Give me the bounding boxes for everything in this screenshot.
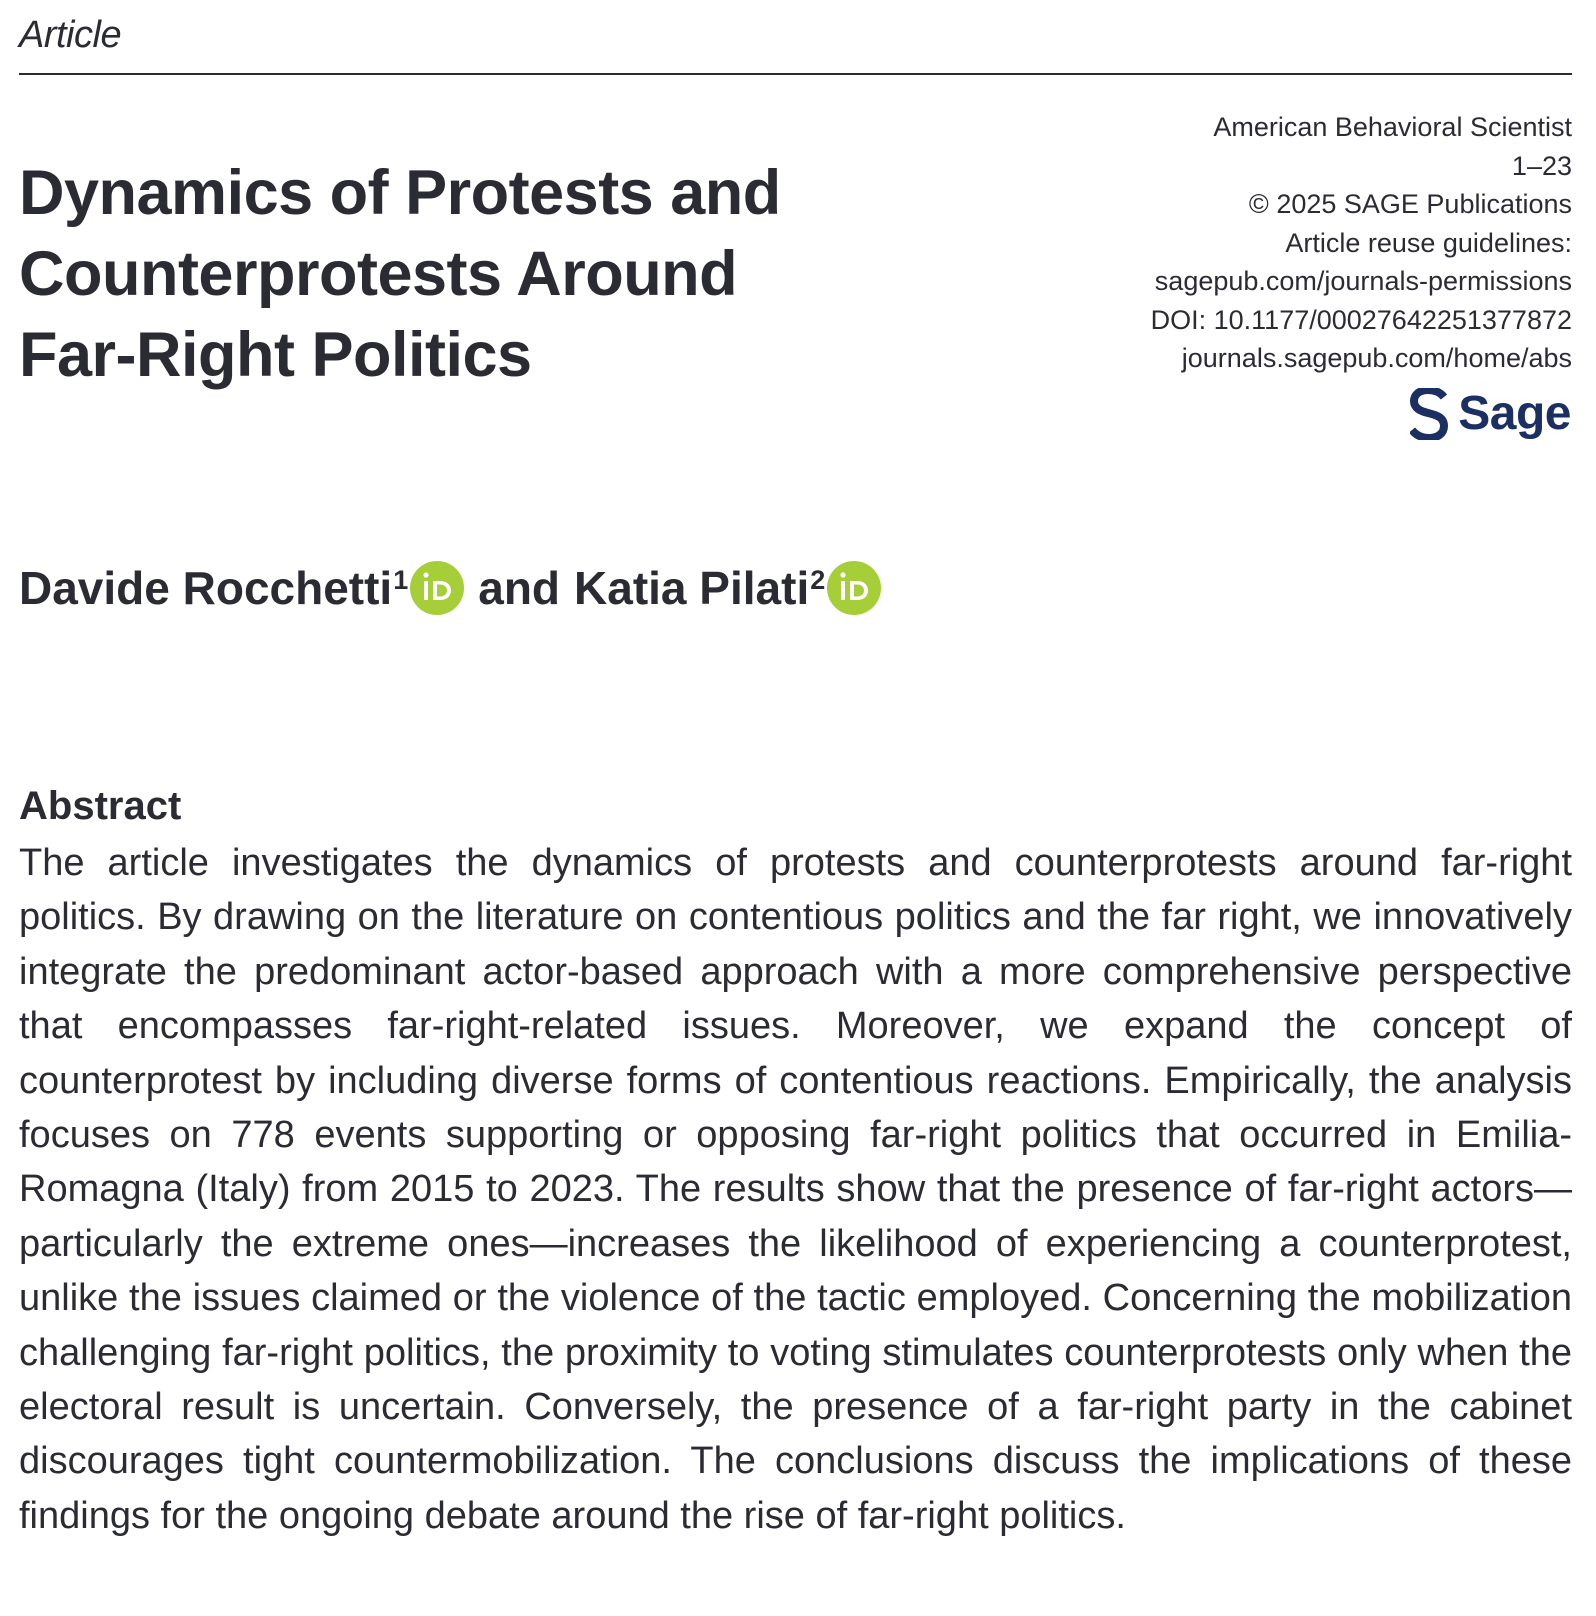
reuse-label: Article reuse guidelines: (1285, 227, 1572, 258)
article-title (19, 153, 1019, 396)
orcid-icon[interactable] (410, 561, 464, 615)
author-connector: and (478, 562, 561, 614)
sage-s-icon (1410, 388, 1450, 440)
sage-logo (1410, 386, 1571, 442)
journal-name: American Behavioral Scientist (1213, 112, 1572, 142)
article-type-label: Article (19, 14, 122, 56)
author-1-name: Davide Rocchetti (19, 562, 393, 614)
orcid-icon[interactable] (827, 561, 881, 615)
title-line-2: Counterprotests Around (19, 239, 738, 309)
journal-meta (1012, 108, 1572, 378)
sage-logo-text: Sage (1458, 387, 1571, 440)
author-2-name: Katia Pilati (574, 562, 810, 614)
permissions-link[interactable]: sagepub.com/journals-permissions (1154, 266, 1572, 296)
abstract-text: The article investigates the dynamics of protests and counterprotests around far-right politics. By drawing on the literature on contentious politics and the far right, we innovatively integrate the predominant actor-based approach with a more comprehensive perspective that encompasses far-right-related issues. Moreover, we expand the concept of counterprotest by including diverse forms of contentious reactions. Empirically, the analysis focuses on 778 events supporting or opposing far-right politics that occurred in Emilia-Romagna (Italy) from 2015 to 2023. The results show that the presence of far-right actors—particularly the extreme ones—increases the likelihood of experiencing a counterprotest, unlike the issues claimed or the violence of the tactic employed. Concerning the mobilization challenging far-right politics, the proximity to voting stimulates counterprotests only when the electoral result is uncertain. Conversely, the presence of a far-right party in the cabinet discourages tight countermobilization. The conclusions discuss the implications of these findings for the ongoing debate around the rise of far-right politics. (19, 842, 1572, 1537)
header-divider (19, 73, 1572, 75)
title-line-3: Far-Right Politics (19, 320, 532, 390)
journal-homepage-link[interactable]: journals.sagepub.com/home/abs (1181, 343, 1572, 373)
title-line-1: Dynamics of Protests and (19, 158, 781, 228)
abstract-heading: Abstract (19, 784, 182, 828)
doi-link[interactable]: DOI: 10.1177/00027642251377872 (1150, 304, 1572, 335)
page-range: 1–23 (1511, 150, 1572, 181)
copyright: © 2025 SAGE Publications (1248, 189, 1572, 219)
author-list: Davide Rocchetti $^1$ and Katia Pilati $^2$ (19, 556, 895, 620)
